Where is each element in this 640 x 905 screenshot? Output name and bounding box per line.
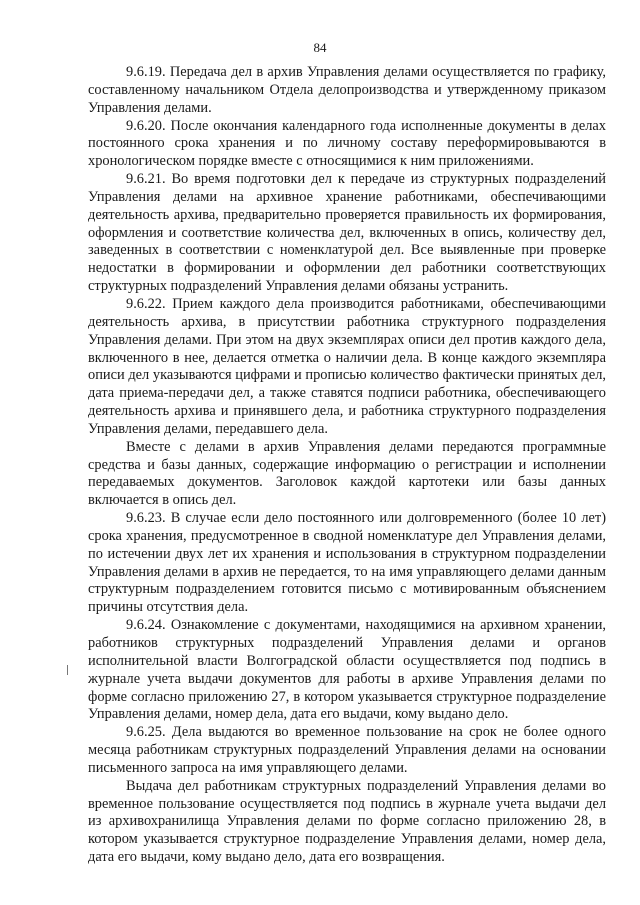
paragraph-9-6-19: 9.6.19. Передача дел в архив Управления делами осуществляется по графику, составленному начальником Отдела делопроизводства и утвержденному приказом Управления делами.	[88, 64, 606, 116]
paragraph-9-6-22: 9.6.22. Прием каждого дела производится работниками, обеспечивающими деятельность архива, в присутствии работника структурного подразделения Управления делами. При этом на двух экземплярах описи дел против каждого дела, включенного в нее, делается отметка о наличии дела. В конце каждого экземпляра описи дел указываются цифрами и прописью количество фактически принятых дел, дата приема-передачи дел, а также ставятся подписи работника, обеспечивающего деятельность архива и принявшего дела, и работника структурного подразделения Управления делами, передавшего дела.	[88, 295, 606, 437]
paragraph-9-6-20: 9.6.20. После окончания календарного года исполненные документы в делах постоянного срока хранения и по личному составу переформировываются в хронологическом порядке вместе с относящимися к ним приложениями.	[88, 117, 606, 170]
paragraph-9-6-25: 9.6.25. Дела выдаются во временное пользование на срок не более одного месяца работникам структурных подразделений Управления делами на основании письменного запроса на имя управляющего делами.	[88, 724, 606, 776]
paragraph-9-6-21: 9.6.21. Во время подготовки дел к передаче из структурных подразделений Управления делами на архивное хранение работниками, обеспечивающими деятельность архива, предварительно проверяется правильность их формирования, оформления и соответствие количества дел, включенных в опись, количеству дел, заведенных в соответствии с номенклатурой дел. Все выявленные при проверке недостатки в формировании и оформлении дел работники соответствующих структурных подразделений Управления делами обязаны устранить.	[88, 171, 606, 295]
page-number: 84	[313, 40, 327, 55]
paragraph-9-6-22-continued: Вместе с делами в архив Управления делами передаются программные средства и базы данных, содержащие информацию о регистрации и исполнении передаваемых документов. Заголовок каждой картотеки или базы данных включается в опись дел.	[88, 438, 606, 509]
paragraph-9-6-23: 9.6.23. В случае если дело постоянного или долговременного (более 10 лет) срока хранения, предусмотренное в сводной номенклатуре дел Управления делами, по истечении двух лет их хранения и использования в структурном подразделении Управления делами в архив не передается, то на имя управляющего делами данным структурным подразделением готовится письмо с мотивированным объяснением причины отсутствия дела.	[88, 510, 606, 616]
document-body	[88, 64, 606, 867]
paragraph-9-6-25-continued: Выдача дел работникам структурных подразделений Управления делами во временное пользование осуществляется под подпись в журнале учета выдачи дел из архивохранилища Управления делами по форме согласно приложению 28, в котором указывается структурное подразделение Управления делами, номер дела, дата его выдачи, кому выдано дело, дата его возвращения.	[88, 777, 606, 866]
paragraph-9-6-24: 9.6.24. Ознакомление с документами, находящимися на архивном хранении, работников структурных подразделений Управления делами и органов исполнительной власти Волгоградской области осуществляется под подпись в журнале учета выдачи документов для работы в архиве Управления делами по форме согласно приложению 27, в котором указывается структурное подразделение Управления делами, номер дела, дата его выдачи, кому выдано дело.	[88, 617, 606, 723]
scan-margin-mark	[67, 665, 68, 675]
